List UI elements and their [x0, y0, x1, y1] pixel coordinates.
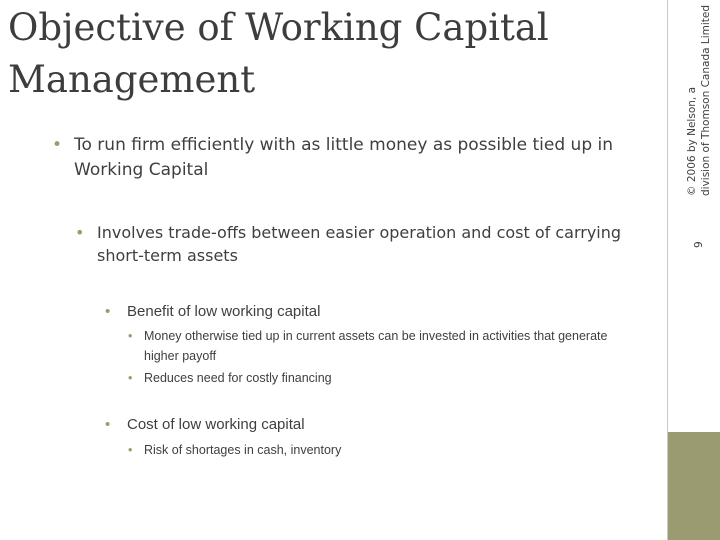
- bullet-level4: • Money otherwise tied up in current assets can be invested in activities that generate higher payoff: [128, 326, 644, 366]
- sidebar-accent-block: [668, 432, 720, 540]
- bullet-level4: • Reduces need for costly financing: [128, 368, 644, 388]
- bullet-level3: • Benefit of low working capital: [105, 301, 667, 322]
- slide-number: 9: [693, 241, 705, 248]
- slide-title: Objective of Working Capital Management: [8, 6, 549, 101]
- copyright-line-2: division of Thomson Canada Limited: [700, 4, 712, 196]
- bullet-level3: • Cost of low working capital: [105, 414, 667, 435]
- bullet-level4: • Risk of shortages in cash, inventory: [128, 440, 644, 460]
- bullet-level2: • Involves trade-offs between easier operation and cost of carrying short-term assets: [75, 221, 657, 267]
- copyright-line-1: © 2006 by Nelson, a: [686, 86, 698, 196]
- bullet-level1: • To run firm efficiently with as little money as possible tied up in Working Capital: [52, 133, 659, 183]
